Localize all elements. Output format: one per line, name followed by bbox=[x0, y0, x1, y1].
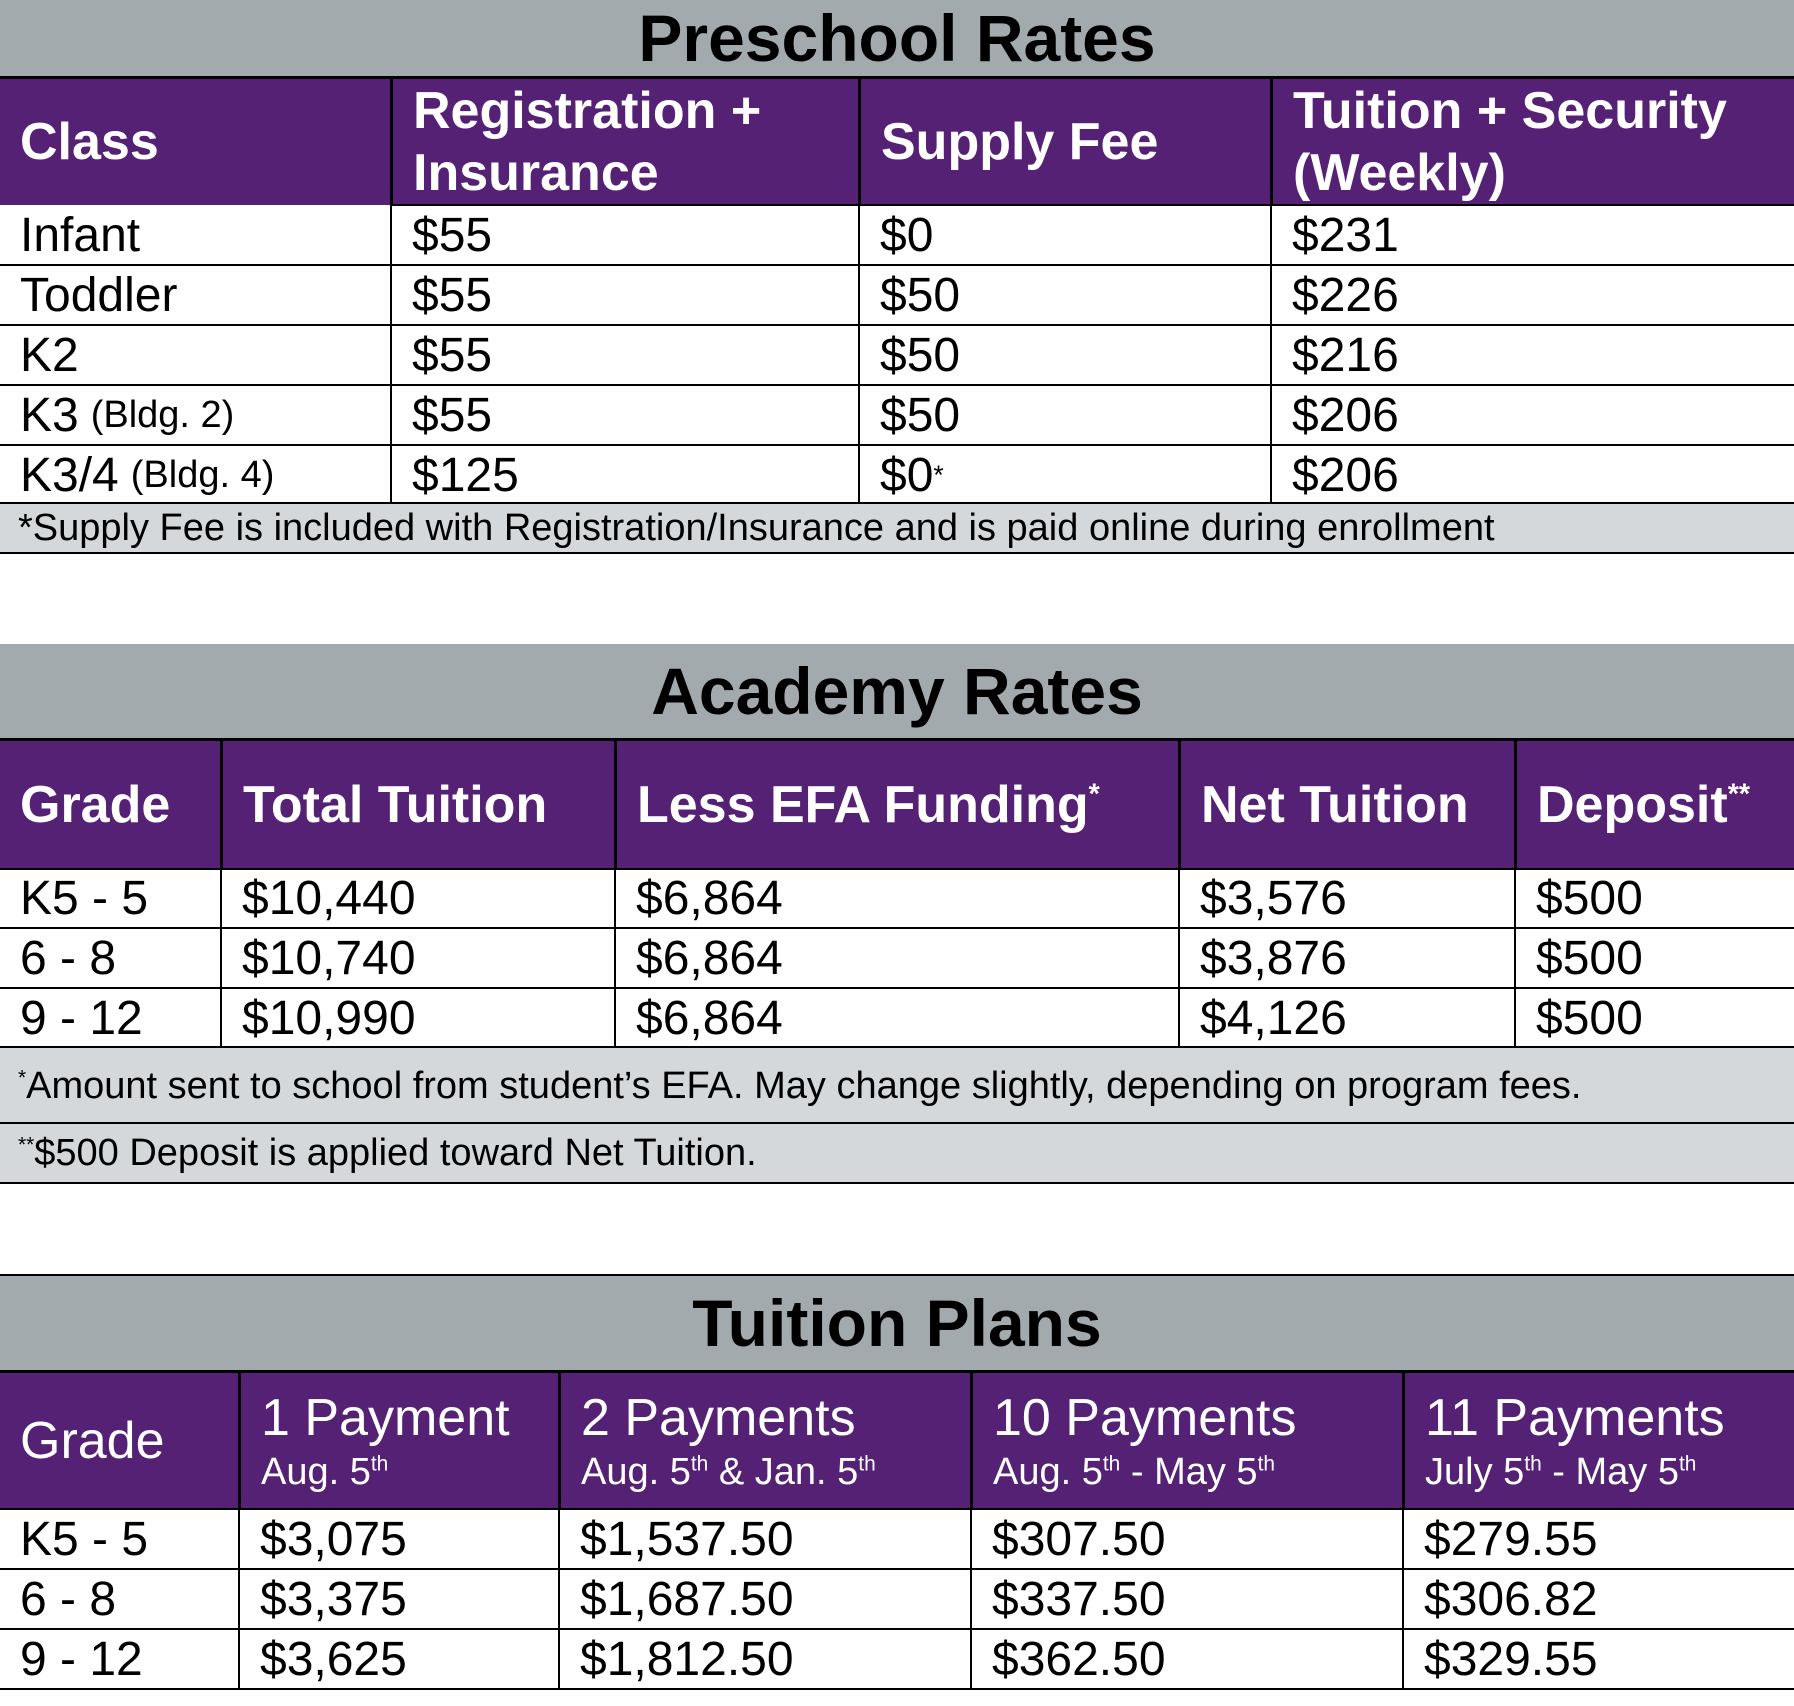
header-1-payment: 1 Payment Aug. 5th bbox=[238, 1373, 558, 1509]
net-cell: $3,876 bbox=[1178, 929, 1514, 987]
supply-cell: $0 * bbox=[858, 446, 1270, 504]
header-grade: Grade bbox=[20, 1412, 165, 1470]
registration-cell: $55 bbox=[390, 266, 858, 324]
header-supply-fee: Supply Fee bbox=[858, 79, 1270, 205]
11-payments-cell: $306.82 bbox=[1402, 1570, 1794, 1628]
1-payment-cell: $3,625 bbox=[238, 1630, 558, 1688]
supply-cell: $50 bbox=[858, 386, 1270, 444]
footnote-mark: ** bbox=[1727, 778, 1750, 811]
grade-cell: 9 - 12 bbox=[20, 992, 143, 1045]
footnote-mark: * bbox=[18, 1065, 27, 1089]
class-cell: Infant bbox=[20, 208, 141, 262]
efa-cell: $6,864 bbox=[614, 870, 1178, 927]
class-cell: Toddler bbox=[20, 268, 178, 322]
tuition-cell: $216 bbox=[1270, 326, 1794, 384]
header-2-payments: 2 Payments Aug. 5th & Jan. 5th bbox=[558, 1373, 970, 1509]
table-row bbox=[0, 386, 1794, 446]
supply-cell: $50 bbox=[858, 266, 1270, 324]
header-grade: Grade bbox=[20, 776, 171, 834]
preschool-header-row bbox=[0, 79, 1794, 205]
net-cell: $4,126 bbox=[1178, 989, 1514, 1048]
table-row bbox=[0, 870, 1794, 929]
10-payments-cell: $337.50 bbox=[970, 1570, 1402, 1628]
deposit-cell: $500 bbox=[1514, 870, 1794, 927]
table-row bbox=[0, 446, 1794, 504]
plans-header-row bbox=[0, 1373, 1794, 1509]
header-tuition: Tuition + Security (Weekly) bbox=[1270, 79, 1794, 205]
total-cell: $10,740 bbox=[220, 929, 614, 987]
header-11-payments: 11 Payments July 5th - May 5th bbox=[1402, 1373, 1794, 1509]
academy-header-row bbox=[0, 741, 1794, 869]
tuition-cell: $226 bbox=[1270, 266, 1794, 324]
academy-footnote-deposit: **$500 Deposit is applied toward Net Tuition. bbox=[0, 1122, 1794, 1184]
header-net-tuition: Net Tuition bbox=[1178, 741, 1514, 869]
preschool-footnote: *Supply Fee is included with Registration/Insurance and is paid online during enrollment bbox=[0, 502, 1794, 554]
supply-cell: $0 bbox=[858, 206, 1270, 264]
header-deposit: Deposit** bbox=[1514, 741, 1794, 869]
academy-title: Academy Rates bbox=[0, 644, 1794, 738]
table-row bbox=[0, 929, 1794, 989]
table-row bbox=[0, 206, 1794, 266]
table-row bbox=[0, 1570, 1794, 1630]
11-payments-cell: $279.55 bbox=[1402, 1510, 1794, 1568]
registration-cell: $55 bbox=[390, 206, 858, 264]
header-10-payments: 10 Payments Aug. 5th - May 5th bbox=[970, 1373, 1402, 1509]
tuition-cell: $206 bbox=[1270, 446, 1794, 504]
grade-cell: 9 - 12 bbox=[20, 1632, 143, 1686]
2-payments-cell: $1,687.50 bbox=[558, 1570, 970, 1628]
deposit-cell: $500 bbox=[1514, 929, 1794, 987]
total-cell: $10,440 bbox=[220, 870, 614, 927]
grade-cell: 6 - 8 bbox=[20, 1572, 117, 1626]
building-note: (Bldg. 4) bbox=[130, 453, 275, 496]
header-class: Class bbox=[20, 113, 159, 171]
2-payments-cell: $1,537.50 bbox=[558, 1510, 970, 1568]
table-row bbox=[0, 1510, 1794, 1570]
registration-cell: $55 bbox=[390, 326, 858, 384]
header-registration: Registration + Insurance bbox=[390, 79, 858, 205]
1-payment-cell: $3,075 bbox=[238, 1510, 558, 1568]
net-cell: $3,576 bbox=[1178, 870, 1514, 927]
building-note: (Bldg. 2) bbox=[90, 393, 235, 436]
table-row bbox=[0, 989, 1794, 1048]
registration-cell: $125 bbox=[390, 446, 858, 504]
table-row bbox=[0, 1630, 1794, 1690]
supply-cell: $50 bbox=[858, 326, 1270, 384]
header-total-tuition: Total Tuition bbox=[220, 741, 614, 869]
grade-cell: 6 - 8 bbox=[20, 931, 117, 985]
grade-cell: K5 - 5 bbox=[20, 872, 149, 925]
10-payments-cell: $307.50 bbox=[970, 1510, 1402, 1568]
class-cell: K3 (Bldg. 2) bbox=[20, 388, 235, 442]
footnote-mark: * bbox=[1088, 778, 1100, 811]
plans-title: Tuition Plans bbox=[0, 1276, 1794, 1370]
11-payments-cell: $329.55 bbox=[1402, 1630, 1794, 1688]
tuition-cell: $206 bbox=[1270, 386, 1794, 444]
10-payments-cell: $362.50 bbox=[970, 1630, 1402, 1688]
efa-cell: $6,864 bbox=[614, 929, 1178, 987]
header-efa-funding: Less EFA Funding* bbox=[614, 741, 1178, 869]
academy-footnote-efa: *Amount sent to school from student’s EFA. May change slightly, depending on program fees. bbox=[0, 1046, 1794, 1124]
class-cell: K3/4 (Bldg. 4) bbox=[20, 448, 275, 502]
table-row bbox=[0, 326, 1794, 386]
footnote-mark: ** bbox=[18, 1132, 35, 1156]
table-row bbox=[0, 266, 1794, 326]
tuition-cell: $231 bbox=[1270, 206, 1794, 264]
deposit-cell: $500 bbox=[1514, 989, 1794, 1048]
1-payment-cell: $3,375 bbox=[238, 1570, 558, 1628]
class-cell: K2 bbox=[20, 328, 79, 382]
2-payments-cell: $1,812.50 bbox=[558, 1630, 970, 1688]
efa-cell: $6,864 bbox=[614, 989, 1178, 1048]
preschool-title: Preschool Rates bbox=[0, 0, 1794, 76]
registration-cell: $55 bbox=[390, 386, 858, 444]
grade-cell: K5 - 5 bbox=[20, 1512, 149, 1566]
total-cell: $10,990 bbox=[220, 989, 614, 1048]
